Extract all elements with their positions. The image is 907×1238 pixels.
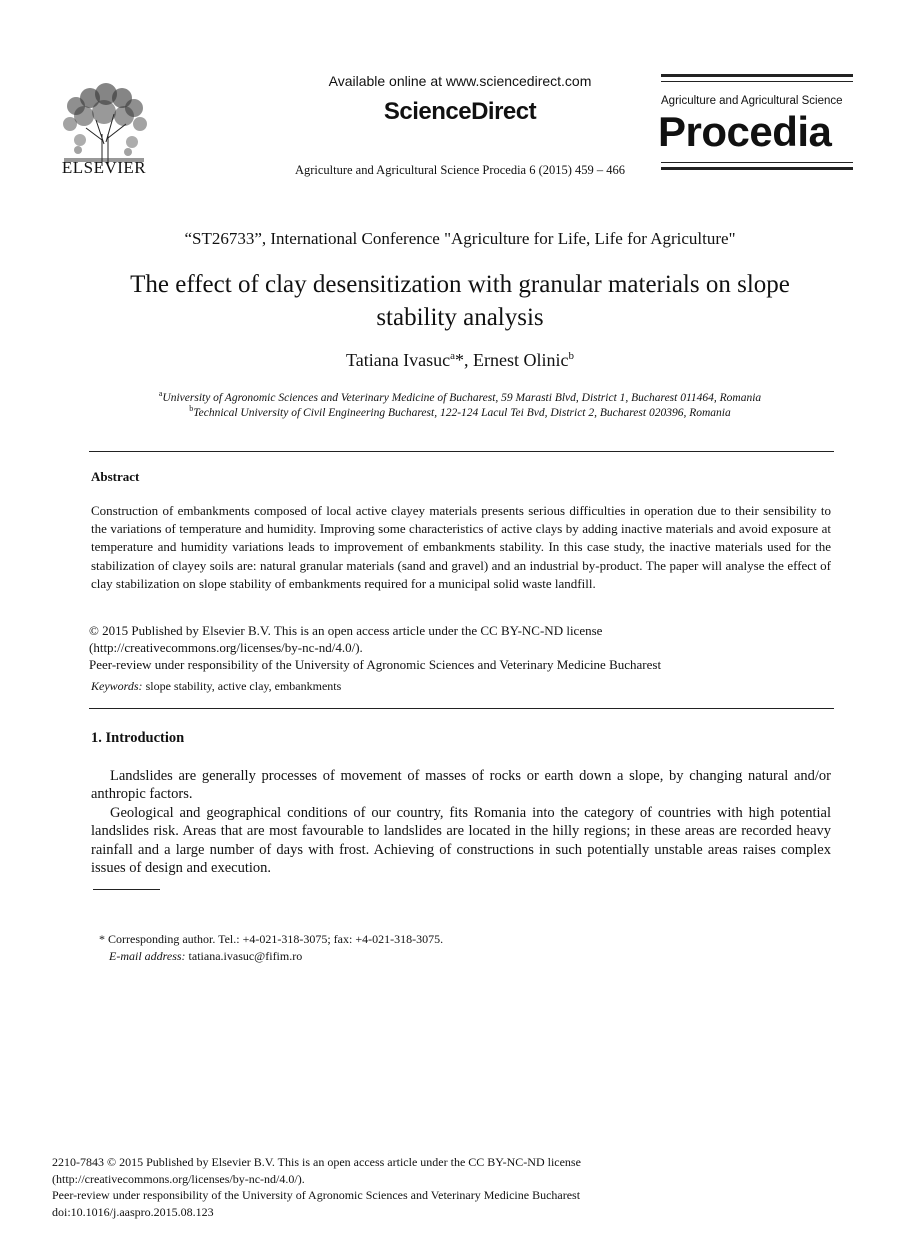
- procedia-bottom-rule-thin: [661, 162, 853, 163]
- footnote-corresponding: Corresponding author. Tel.: +4-021-318-3075; fax: +4-021-318-3075.: [105, 932, 444, 946]
- affiliation-mark: b: [189, 404, 194, 413]
- affiliation-text: Technical University of Civil Engineering Bucharest, 122-124 Lacul Tei Bvd, District 2, Bucharest 020396, Romania: [193, 406, 731, 419]
- footer-license-link[interactable]: (http://creativecommons.org/licenses/by-nc-nd/4.0/).: [52, 1171, 305, 1186]
- journal-brand-wordmark: Procedia: [658, 108, 832, 155]
- procedia-bottom-rule-thick: [661, 167, 853, 170]
- available-online-line: Available online at www.sciencedirect.com: [328, 73, 592, 89]
- abstract-bottom-divider: [89, 708, 834, 709]
- keywords-text: slope stability, active clay, embankments: [142, 679, 342, 693]
- author-separator: *,: [455, 350, 474, 370]
- footnote-star: *: [99, 932, 105, 946]
- author-name: Ernest Olinic: [473, 350, 569, 370]
- abstract-heading: Abstract: [91, 469, 140, 484]
- abstract-body: Construction of embankments composed of local active clayey materials presents serious difficulties in operation due to their sensibility to the variations of temperature and humidity. Improving some characteristics of active clays by adding inactive materials and avoid exposure at temperature and humidity variations leads to improvement of embankments stability. In this case study, the inactive materials used for the stabilization of clayey soils are: natural granular materials (sand and gravel) and an industrial by-product. The paper will analyse the effect of clay stabilization on slope stability of embankments required for a municipal solid waste landfill.: [91, 503, 831, 591]
- paper-title: [60, 268, 860, 334]
- affiliation-b: [60, 404, 860, 419]
- footer-issn-line: 2210-7843 © 2015 Published by Elsevier B.V. This is an open access article under the CC BY-NC-ND license: [52, 1155, 581, 1169]
- affiliation-mark: a: [158, 389, 163, 398]
- journal-brand-subtitle: Agriculture and Agricultural Science: [661, 95, 843, 107]
- conference-line: “ST26733”, International Conference "Agriculture for Life, Life for Agriculture": [184, 229, 736, 248]
- author-name: Tatiana Ivasuc: [345, 350, 451, 370]
- sciencedirect-wordmark: ScienceDirect: [383, 98, 537, 125]
- copyright-line: © 2015 Published by Elsevier B.V. This is an open access article under the CC BY-NC-ND license: [89, 623, 603, 638]
- intro-paragraph-1: Landslides are generally processes of movement of masses of rocks or earth down a slope, by changing natural and/or anthropic factors.: [91, 768, 831, 803]
- procedia-top-rule-thin: [661, 81, 853, 82]
- author-list: [60, 350, 860, 371]
- page-footer: [52, 1154, 852, 1220]
- paper-title-line-2: stability analysis: [376, 304, 544, 331]
- affiliation-a: [60, 389, 860, 404]
- license-link[interactable]: (http://creativecommons.org/licenses/by-nc-nd/4.0/).: [89, 640, 363, 655]
- section-heading-introduction: 1. Introduction: [91, 730, 185, 746]
- publisher-name: ELSEVIER: [61, 158, 147, 177]
- footnote-email-line: [99, 948, 699, 965]
- paper-title-line-1: The effect of clay desensitization with granular materials on slope: [130, 271, 790, 298]
- procedia-top-rule-thick: [661, 74, 853, 77]
- corresponding-author-footnote: [99, 931, 699, 964]
- peer-review-line: Peer-review under responsibility of the University of Agronomic Sciences and Veterinary Medicine Bucharest: [89, 657, 662, 672]
- email-label: E-mail address:: [109, 948, 186, 963]
- copyright-notice: [89, 622, 849, 673]
- keywords-label: Keywords:: [91, 679, 143, 693]
- author-affiliation-mark: b: [568, 350, 575, 362]
- footer-peer-review-line: Peer-review under responsibility of the University of Agronomic Sciences and Veterinary Medicine Bucharest: [52, 1188, 581, 1202]
- footnote-phone-line: [99, 931, 699, 948]
- email-address[interactable]: tatiana.ivasuc@fifim.ro: [185, 948, 303, 963]
- footer-doi[interactable]: doi:10.1016/j.aaspro.2015.08.123: [52, 1204, 214, 1219]
- affiliation-text: University of Agronomic Sciences and Veterinary Medicine of Bucharest, 59 Marasti Blvd, District 1, Bucharest 011464, Romania: [162, 391, 762, 404]
- intro-paragraph-2: Geological and geographical conditions of our country, fits Romania into the category of countries with high potential landslides risk. Areas that are most favourable to landslides are located in the hilly regions; in these areas are recorded heavy rainfall and a large number of days with frost. Achieving of constructions in such potentially unstable areas raises complex issues of design and execution.: [91, 805, 831, 876]
- abstract-top-divider: [89, 451, 834, 452]
- author-affiliation-mark: a: [450, 350, 456, 362]
- journal-citation: Agriculture and Agricultural Science Procedia 6 (2015) 459 – 466: [294, 163, 626, 177]
- keywords: [91, 679, 831, 694]
- footnote-separator: [93, 889, 160, 890]
